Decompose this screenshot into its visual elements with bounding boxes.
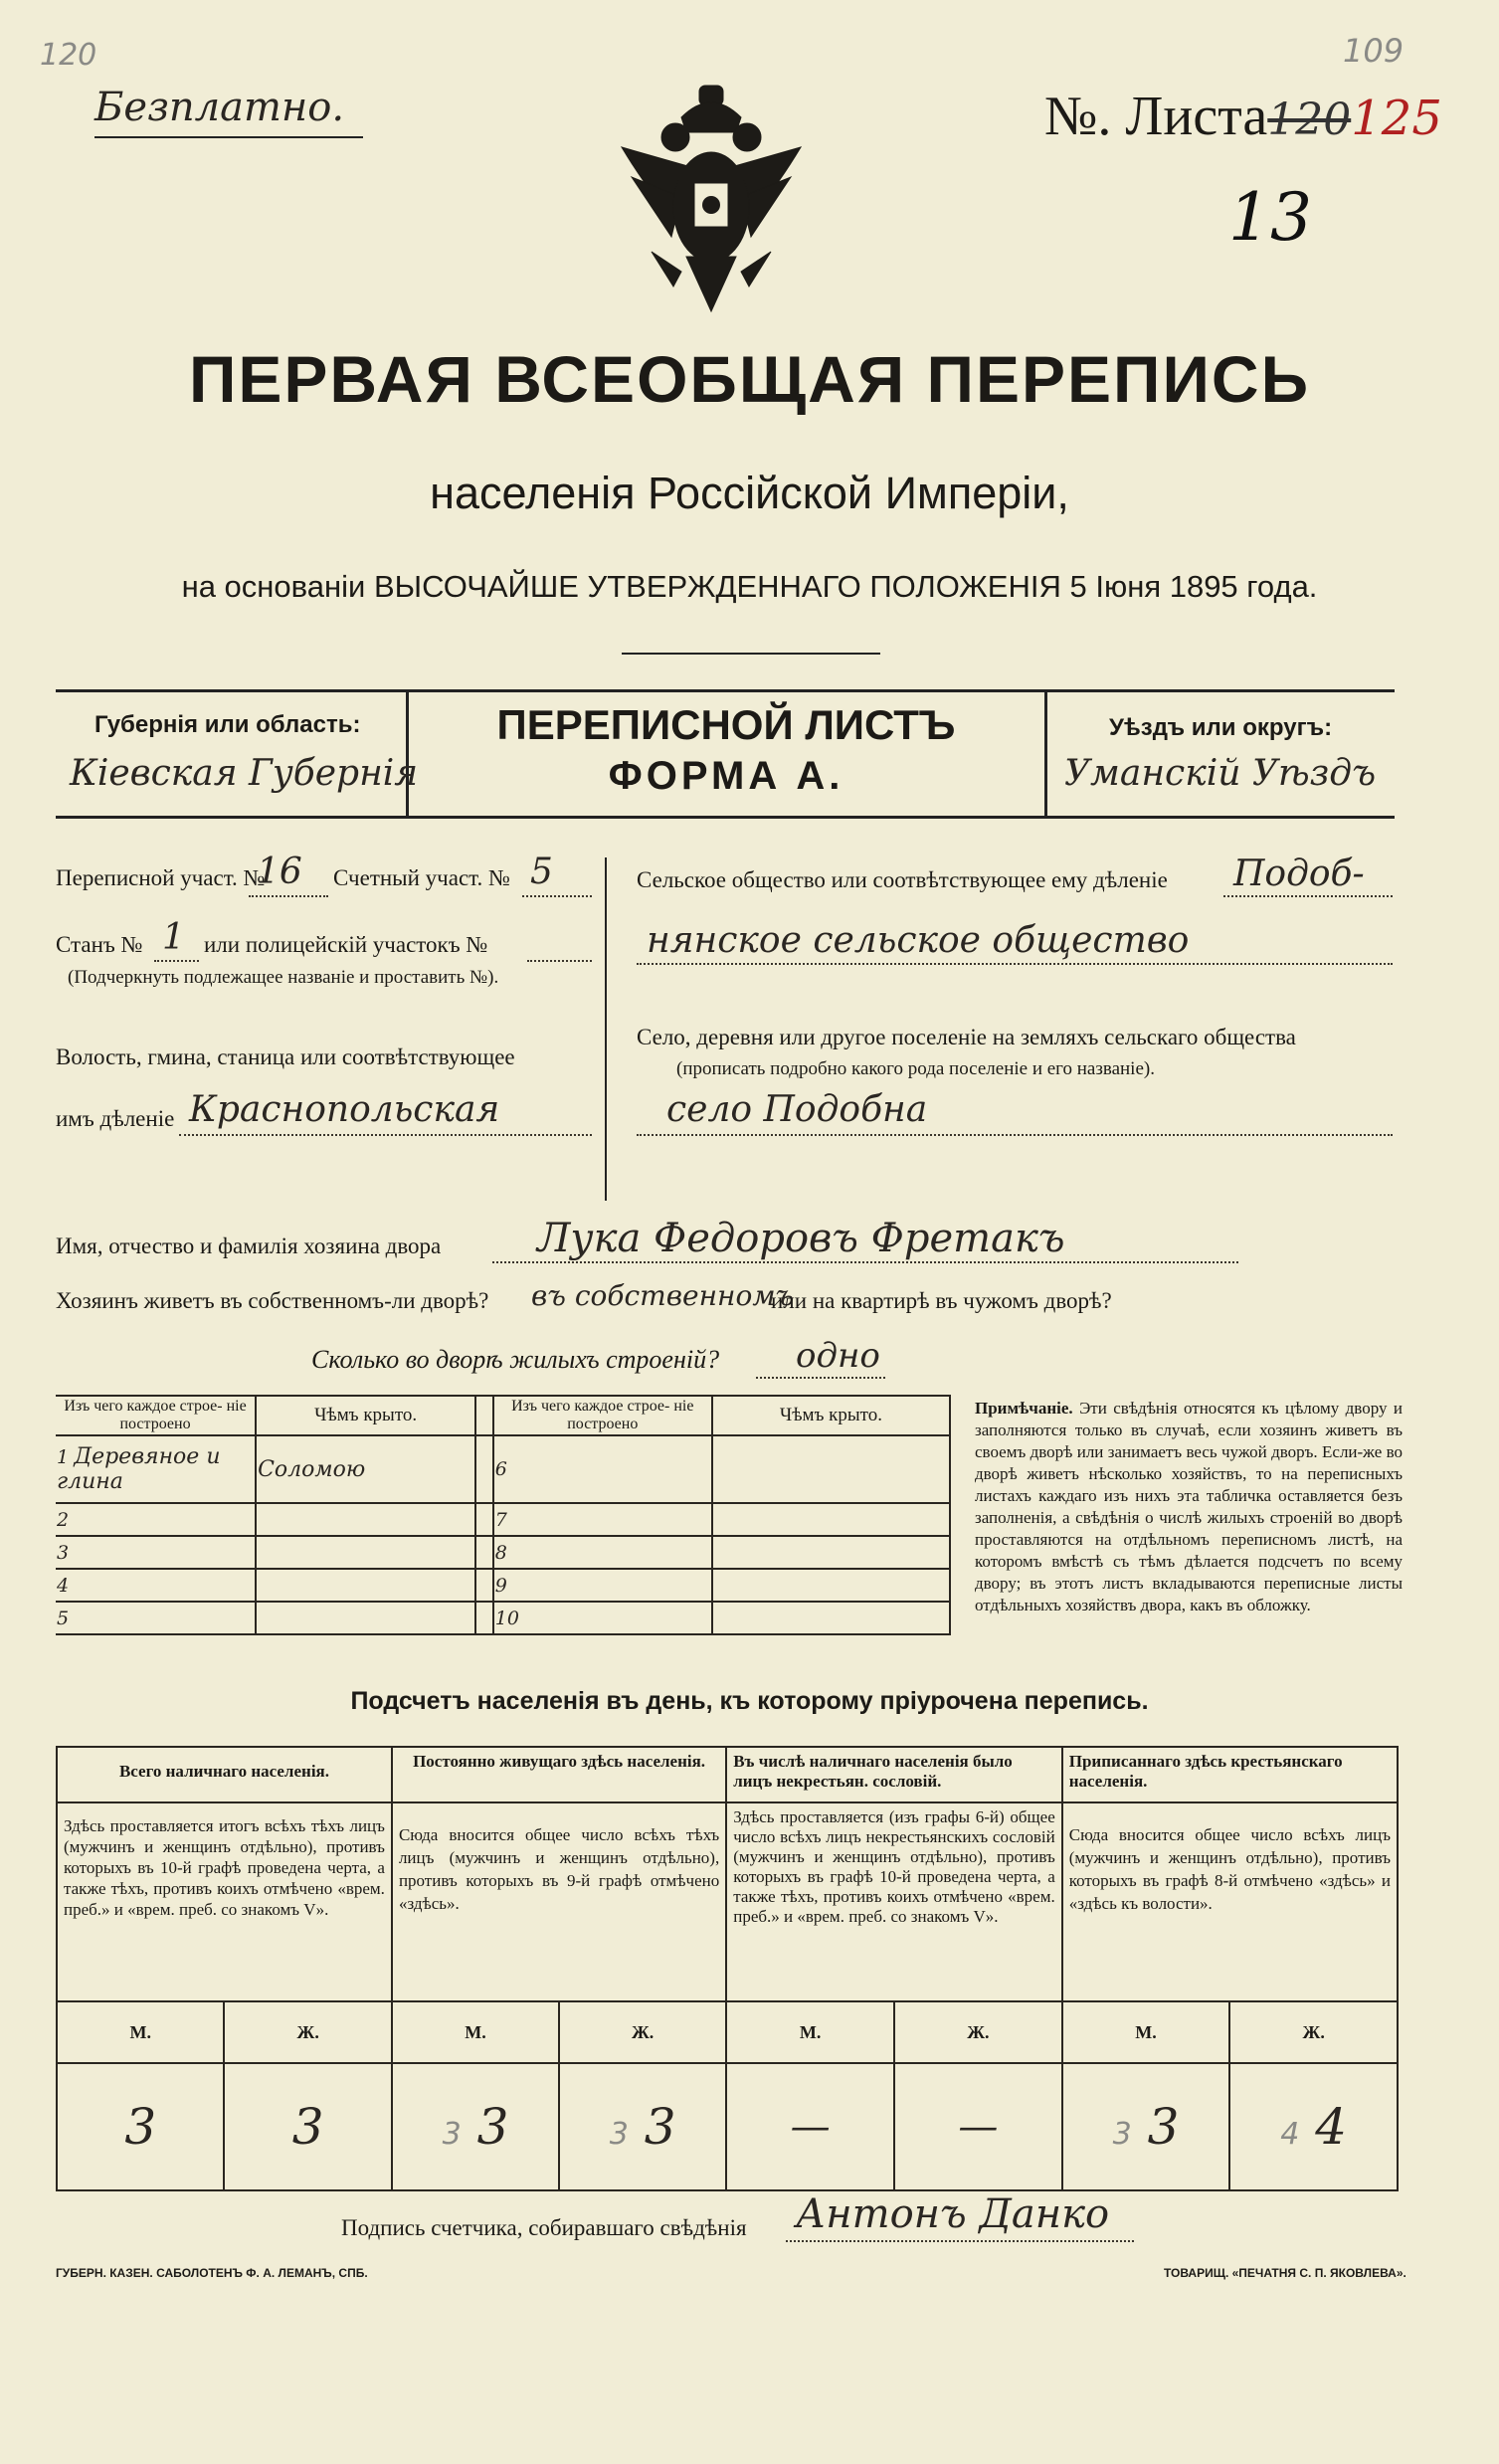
selo-note: (прописать подробно какого рода поселеніе и его названіе). xyxy=(676,1058,1155,1079)
owner-name-value: Лука Федоровъ Фретакъ xyxy=(537,1216,1065,1261)
m-label: М. xyxy=(726,2001,894,2063)
stan-value: 1 xyxy=(162,917,185,958)
uezd-label: Уѣздъ или округъ: xyxy=(1109,714,1333,741)
total-m: 3 xyxy=(57,2063,224,2190)
owner-lives-value: въ собственномъ xyxy=(531,1279,795,1312)
zh-label: Ж. xyxy=(894,2001,1062,2063)
pencil-number-left: 120 xyxy=(40,38,97,73)
stan-label: Станъ № xyxy=(56,932,143,957)
building-row: 2 7 xyxy=(56,1503,950,1536)
free-underline xyxy=(94,136,363,138)
population-values-row xyxy=(57,2063,1398,2190)
sheet-label: №. Листа xyxy=(1044,86,1268,147)
buildings-count-line xyxy=(756,1377,885,1379)
printer-right: ТОВАРИЩ. «ПЕЧАТНЯ С. П. ЯКОВЛЕВА». xyxy=(1164,2266,1406,2280)
census-title: ПЕРВАЯ ВСЕОБЩАЯ ПЕРЕПИСЬ xyxy=(188,342,1311,416)
col-nonpeasant-desc: Здѣсь проставляется (изъ графы 6-й) общее число всѣхъ лицъ некрестьянскихъ сословій (мужчинъ и женщинъ отдѣльно), противъ которыхъ въ графѣ 10-й проведена черта, а также тѣхъ, противъ коихъ отмѣчено «врем. преб.» и «врем. преб. со знакомъ V». xyxy=(726,1802,1062,2001)
uchastok-label: Переписной участ. № xyxy=(56,865,266,890)
zh-label: Ж. xyxy=(1229,2001,1398,2063)
uchastok-value: 16 xyxy=(257,852,302,892)
building-row: 5 10 xyxy=(56,1602,950,1634)
selo-value: село Подобна xyxy=(666,1089,928,1130)
building-row: 1 Деревяное и глина Соломою 6 xyxy=(56,1435,950,1503)
ornament-divider xyxy=(622,653,880,655)
owner-name-line xyxy=(492,1261,1238,1263)
police-label: или полицейскій участокъ № xyxy=(204,932,488,957)
schetny-label: Счетный участ. № xyxy=(333,865,510,890)
buildings-count-value: одно xyxy=(796,1336,880,1376)
double-headed-eagle-icon xyxy=(612,78,811,316)
schetny-value: 5 xyxy=(530,852,553,892)
form-title: ПЕРЕПИСНОЙ ЛИСТЪ xyxy=(496,701,956,748)
stan-note: (Подчеркнуть подлежащее названіе и проставить №). xyxy=(68,967,499,988)
col-peasant-head: Приписаннаго здѣсь крестьянскаго населенія. xyxy=(1062,1747,1398,1802)
buildings-header-built-2: Изъ чего каждое строе- ніе построено xyxy=(493,1396,712,1435)
permanent-zh: 3 3 xyxy=(559,2063,726,2190)
volost-label-2: имъ дѣленіе xyxy=(56,1106,175,1131)
buildings-count-label: Сколько во дворѣ жилыхъ строеній? xyxy=(311,1345,720,1374)
gubernia-label: Губернія или область: xyxy=(94,711,361,738)
m-label: М. xyxy=(392,2001,559,2063)
population-table xyxy=(56,1746,1399,2191)
printer-left: ГУБЕРН. КАЗЕН. САБОЛОТЕНЪ Ф. А. ЛЕМАНЪ, СПБ. xyxy=(56,2266,368,2280)
nonpeasant-zh: — xyxy=(894,2063,1062,2190)
uchastok-line xyxy=(249,895,328,897)
m-label: М. xyxy=(57,2001,224,2063)
stan-line xyxy=(154,960,199,962)
obshestvo-value-1: Подоб- xyxy=(1233,853,1365,894)
col-peasant-desc: Сюда вносится общее число всѣхъ лицъ (мужчинъ и женщинъ отдѣльно), противъ которыхъ въ графѣ 8-й отмѣчено «здѣсь» и «здѣсь къ волости». xyxy=(1062,1802,1398,2001)
population-title: Подсчетъ населенія въ день, къ которому пріурочена перепись. xyxy=(350,1687,1149,1715)
obshestvo-label: Сельское общество или соотвѣтствующее ему дѣленіе xyxy=(637,867,1168,892)
buildings-header-roof: Чѣмъ крыто. xyxy=(256,1396,475,1435)
census-basis: на основаніи ВЫСОЧАЙШЕ УТВЕРЖДЕННАГО ПОЛОЖЕНІЯ 5 Іюня 1895 года. xyxy=(181,569,1318,604)
total-zh: 3 xyxy=(224,2063,391,2190)
col-nonpeasant-head: Въ числѣ наличнаго населенія было лицъ некрестьян. сословій. xyxy=(726,1747,1062,1802)
middle-divider xyxy=(605,857,607,1201)
buildings-header-built: Изъ чего каждое строе- ніе построено xyxy=(56,1396,256,1435)
volost-label-1: Волость, гмина, станица или соотвѣтствующее xyxy=(56,1044,515,1069)
pencil-number-right: 109 xyxy=(1343,32,1405,70)
volost-line xyxy=(179,1134,592,1136)
sheet-old-number: 120 xyxy=(1267,95,1352,145)
buildings-header-roof-2: Чѣмъ крыто. xyxy=(712,1396,950,1435)
col-permanent-desc: Сюда вносится общее число всѣхъ тѣхъ лицъ (мужчинъ и женщинъ отдѣльно), противъ которыхъ въ 9-й графѣ отмѣчено «здѣсь». xyxy=(392,1802,726,2001)
signature-value: Антонъ Данко xyxy=(796,2191,1110,2237)
volost-value: Краснопольская xyxy=(189,1089,500,1130)
obshestvo-line-1 xyxy=(1223,895,1393,897)
obshestvo-value-2: нянское сельское общество xyxy=(647,920,1190,961)
building-row: 3 8 xyxy=(56,1536,950,1569)
buildings-note xyxy=(975,1398,1403,1616)
owner-lives-label: Хозяинъ живетъ въ собственномъ-ли дворѣ? xyxy=(56,1288,489,1313)
m-label: М. xyxy=(1062,2001,1230,2063)
selo-label: Село, деревня или другое поселеніе на земляхъ сельскаго общества xyxy=(637,1025,1296,1049)
zh-label: Ж. xyxy=(224,2001,391,2063)
peasant-zh: 4 4 xyxy=(1229,2063,1398,2190)
sheet-number xyxy=(1044,85,1442,148)
note-text: Эти свѣдѣнія относятся къ цѣлому двору и заполняются только въ случаѣ, если хозяинъ живетъ въ своемъ дворѣ или занимаетъ весь чужой дворъ. Если-же во дворѣ живетъ нѣсколько хозяйствъ, то на переписныхъ листахъ каждаго изъ нихъ эта табличка оставляется безъ заполненія, а свѣдѣнія о числѣ жилыхъ строеній во дворѣ проставляются на отдѣльномъ переписномъ листѣ, на которомъ вмѣстѣ съ тѣмъ дѣлается подсчетъ по всему двору; въ этотъ листъ вкладываются переписные листы отдѣльныхъ хозяйствъ двора, какъ въ обложку. xyxy=(975,1399,1403,1614)
col-total-head: Всего наличнаго населенія. xyxy=(57,1747,392,1802)
signature-label: Подпись счетчика, собиравшаго свѣдѣнія xyxy=(341,2215,747,2240)
box-divider-right xyxy=(1044,689,1047,816)
zh-label: Ж. xyxy=(559,2001,726,2063)
obshestvo-line-2 xyxy=(637,963,1393,965)
col-permanent-head: Постоянно живущаго здѣсь населенія. xyxy=(392,1747,726,1802)
census-subtitle: населенія Россійской Имперіи, xyxy=(430,468,1069,518)
schetny-line xyxy=(522,895,592,897)
permanent-m: 3 3 xyxy=(392,2063,559,2190)
signature-line xyxy=(786,2240,1134,2242)
uezd-value: Уманскій Уѣздъ xyxy=(1064,753,1377,794)
gubernia-value: Кіевская Губернія xyxy=(70,753,419,794)
free-label: Безплатно. xyxy=(94,85,345,130)
owner-name-label: Имя, отчество и фамилія хозяина двора xyxy=(56,1233,442,1258)
sheet-new-number: 125 xyxy=(1351,91,1442,146)
owner-lives-tail: или на квартирѣ въ чужомъ дворѣ? xyxy=(771,1288,1112,1313)
peasant-m: 3 3 xyxy=(1062,2063,1230,2190)
buildings-table xyxy=(56,1395,951,1635)
note-head: Примѣчаніе. xyxy=(975,1399,1073,1418)
police-line xyxy=(527,960,592,962)
form-subtitle: ФОРМА А. xyxy=(608,754,844,798)
building-row: 4 9 xyxy=(56,1569,950,1602)
selo-line xyxy=(637,1134,1393,1136)
col-total-desc: Здѣсь проставляется итогъ всѣхъ тѣхъ лицъ (мужчинъ и женщинъ отдѣльно), противъ которыхъ въ 10-й графѣ проведена черта, а также тѣхъ, противъ коихъ отмѣчено «врем. преб.» и «врем. преб. со знакомъ V». xyxy=(57,1802,392,2001)
sheet-big-number: 13 xyxy=(1228,179,1312,256)
nonpeasant-m: — xyxy=(726,2063,894,2190)
